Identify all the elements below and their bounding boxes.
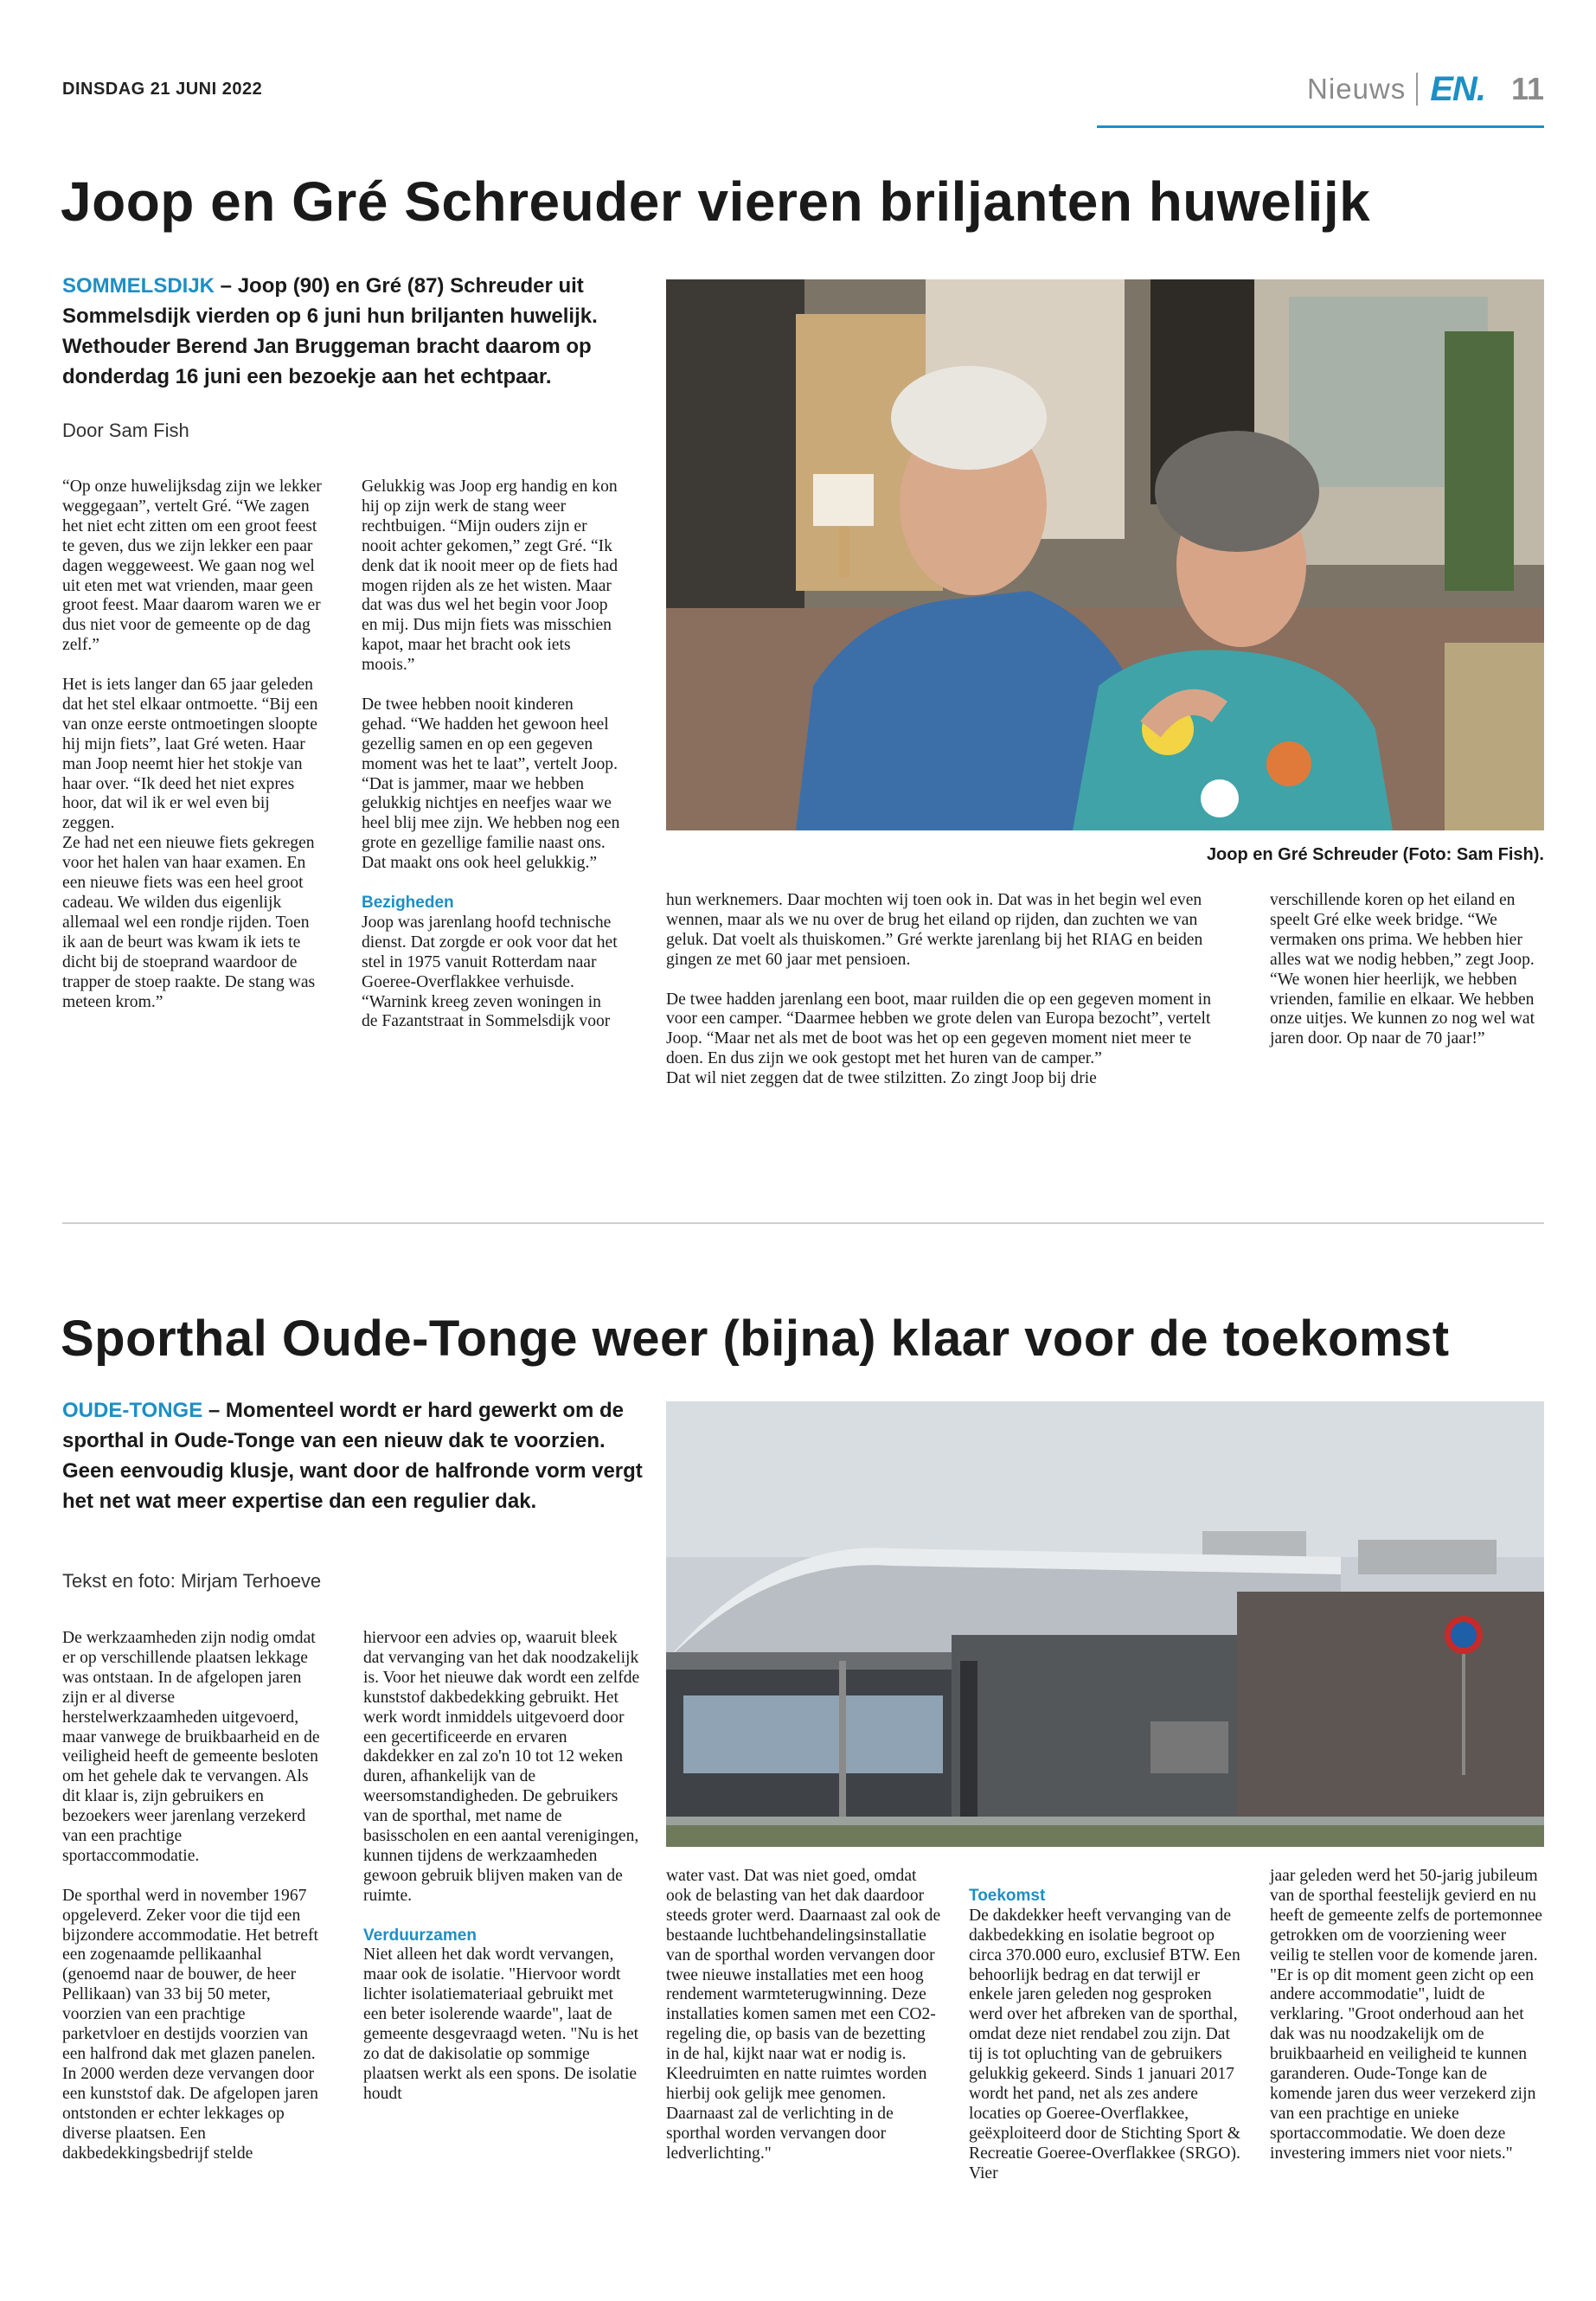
- article1-headline: Joop en Gré Schreuder vieren briljanten huwelijk: [61, 170, 1371, 233]
- header-separator: [1416, 73, 1418, 106]
- paragraph: hiervoor een advies op, waaruit bleek dat vervanging van het dak noodzakelijk is. Voor het nieuwe dak wordt een zelfde kunststof dakbedekking gebruikt. Het werk wordt inmiddels uitgevoerd door een gecertificeerde en ervaren dakdekker en zal zo'n 10 tot 12 weken duren, afhankelijk van de weersomstandigheden. De gebruikers van de sporthal, met name de basisscholen en een aantal verenigingen, kunnen tijdens de werkzaamheden gewoon gebruik blijven maken van de ruimte.: [363, 1629, 640, 1905]
- paragraph: Het is iets langer dan 65 jaar geleden dat het stel elkaar ontmoette. “Bij een van onze eerste ontmoetingen sloopte hij mijn fiets”, laat Gré weten. Haar man Joop neemt hier het stokje van haar over. “Ik deed het niet expres hoor, dat wil ik er wel even bij zeggen.: [62, 676, 318, 833]
- article2-photo: [666, 1401, 1544, 1847]
- article1-column-2: [362, 478, 621, 1032]
- article2-column-3: [666, 1867, 941, 2164]
- paragraph: Niet alleen het dak wordt vervangen, maar ook de isolatie. "Hiervoor wordt lichter isolatiemateriaal gebruikt met een beter isolerende waarde", laat de gemeente desgevraagd weten. "Nu is het zo dat de dakisolatie op sommige plaatsen werkt als een spons. De isolatie houdt: [363, 1945, 639, 2103]
- article2-column-4: [969, 1867, 1244, 2183]
- article2-lead-text: – Momenteel wordt er hard gewerkt om de sporthal in Oude-Tonge van een nieuw dak te voorzien. Geen eenvoudig klusje, want door de halfronde vorm vergt het net wat meer expertise dan een regulier dak.: [62, 1399, 643, 1513]
- header-rule: [1097, 125, 1544, 128]
- couple-photo-illustration: [666, 279, 1544, 830]
- paragraph: hun werknemers. Daar mochten wij toen ook in. Dat was in het begin wel even wennen, maar als we nu over de brug het eiland op rijden, dan zuchten we van geluk. Dat voelt als thuiskomen.” Gré werkte jarenlang bij het RIAG en beiden gingen ze met 60 jaar met pensioen.: [666, 891, 1203, 969]
- article2-column-2: [363, 1629, 640, 2105]
- paragraph: verschillende koren op het eiland en speelt Gré elke week bridge. “We vermaken ons prima. We hebben hier alles wat we nodig hebben,” zegt Joop. “We wonen hier heerlijk, we hebben vrienden, familie en elkaar. We hebben onze uitjes. We kunnen zo nog wel wat jaren door. Op naar de 70 jaar!”: [1270, 891, 1535, 1048]
- page-header: [1307, 66, 1544, 112]
- paragraph: jaar geleden werd het 50-jarig jubileum van de sporthal feestelijk gevierd en nu heeft de gemeente zelfs de portemonnee getrokken om de voorziening weer veilig te stellen voor de komende jaren. "Er is op dit moment geen zicht op een andere accommodatie", luidt de verklaring. "Groot onderhoud aan het dak was nu noodzakelijk om de bruikbaarheid en veiligheid te kunnen garanderen. Oude-Tonge kan de komende jaren dus weer verzekerd zijn van een prachtige en unieke sportaccommodatie. We doen deze investering immers niet voor niets.": [1270, 1867, 1542, 2163]
- article1-caption: Joop en Gré Schreuder (Foto: Sam Fish).: [1206, 845, 1544, 864]
- paragraph: De twee hadden jarenlang een boot, maar ruilden die op een gegeven moment in voor een camper. “Daarmee hebben we grote delen van Europa bezocht”, vertelt Joop. “Maar net als met de boot was het op een gegeven moment niet meer te doen. En dus zijn we ook gestopt met het huren van de camper.”: [666, 990, 1212, 1068]
- article2-lead: [62, 1395, 651, 1516]
- paragraph: Dat wil niet zeggen dat de twee stilzitten. Zo zingt Joop bij drie: [666, 1069, 1097, 1088]
- paragraph: Joop was jarenlang hoofd technische dienst. Dat zorgde er ook voor dat het stel in 1975 vanuit Rotterdam naar Goeree-Overflakkee verhuisde. “Warnink kreeg zeven woningen in de Fazantstraat in Sommelsdijk voor: [362, 913, 618, 1031]
- article1-byline: Door Sam Fish: [62, 420, 189, 441]
- article1-photo: [666, 279, 1544, 830]
- paragraph: Gelukkig was Joop erg handig en kon hij op zijn werk de stang weer rechtbuigen. “Mijn ouders zijn er nooit achter gekomen,” zegt Gré. “Ik denk dat ik nooit meer op de fiets had mogen rijden als ze het wisten. Maar dat was dus wel het begin voor Joop en mij. Dus mijn fiets was misschien kapot, maar het bracht ook iets moois.”: [362, 478, 619, 675]
- paragraph: De dakdekker heeft vervanging van de dakbedekking en isolatie begroot op circa 370.000 euro, exclusief BTW. Een behoorlijk bedrag en dat terwijl er enkele jaren geleden nog gesproken werd over het afbreken van de sporthal, omdat deze niet rendabel zou zijn. Dat tij is tot opluchting van de gebruikers gelukkig gekeerd. Sinds 1 januari 2017 wordt het pand, net als zes andere locaties op Goeree-Overflakkee, geëxploiteerd door de Stichting Sport & Recreatie Goeree-Overflakkee (SRGO). Vier: [969, 1906, 1240, 2182]
- paragraph: De sporthal werd in november 1967 opgeleverd. Zeker voor die tijd een bijzondere accommodatie. Het betreft een zogenaamde pellikaanhal (genoemd naar de bouwer, de heer Pellikaan) van 33 bij 50 meter, voorzien van een prachtige parketvloer en destijds voorzien van een halfrond dak met glazen panelen. In 2000 werden deze vervangen door een kunststof dak. De afgelopen jaren ontstonden er echter lekkages op diverse plaatsen. Een dakbedekkingsbedrijf stelde: [62, 1886, 318, 2163]
- paragraph: Ze had net een nieuwe fiets gekregen voor het halen van haar examen. En een nieuwe fiets was een heel groot cadeau. We wilden dus eigenlijk allemaal wel een rondje rijden. Toen ik aan de beurt was kwam ik iets te dicht bij de stoeprand waardoor de trapper de stoep raakte. De stang was meteen krom.”: [62, 834, 316, 1011]
- article1-column-4: [1270, 891, 1545, 1049]
- article2-byline: Tekst en foto: Mirjam Terhoeve: [62, 1570, 322, 1592]
- article2-headline: Sporthal Oude-Tonge weer (bijna) klaar voor de toekomst: [61, 1311, 1450, 1367]
- section-label: Nieuws: [1307, 73, 1407, 105]
- paragraph: De twee hebben nooit kinderen gehad. “We hadden het gewoon heel gezellig samen en op een gegeven moment was het te laat”, vertelt Joop. “Dat is jammer, maar we hebben gelukkig nichtjes en neefjes waar we heel blij mee zijn. We hebben nog een grote en gezellige familie naast ons. Dat maakt ons ook heel gelukkig.”: [362, 695, 620, 873]
- article1-subhead: Bezigheden: [362, 894, 454, 912]
- article2-place: OUDE-TONGE: [62, 1399, 203, 1422]
- article1-lead-text: – Joop (90) en Gré (87) Schreuder uit Sommelsdijk vierden op 6 juni hun briljanten huwelijk. Wethouder Berend Jan Bruggeman bracht daarom op donderdag 16 juni een bezoekje aan het echtpaar.: [62, 274, 598, 388]
- paragraph: “Op onze huwelijksdag zijn we lekker weggegaan”, vertelt Gré. “We zagen het niet echt zitten om een groot feest te geven, dus we zijn lekker een paar dagen weggeweest. We gaan nog wel uit eten met wat vrienden, maar geen groot feest. Maar daarom waren we er dus niet voor de gemeente op de dag zelf.”: [62, 478, 322, 655]
- article1-place: SOMMELSDIJK: [62, 274, 215, 298]
- page-number: 11: [1510, 71, 1544, 106]
- article1-column-3: [666, 891, 1220, 1089]
- newspaper-logo: EN.: [1430, 69, 1485, 108]
- article2-subhead-toekomst: Toekomst: [969, 1886, 1046, 1905]
- paragraph: De werkzaamheden zijn nodig omdat er op verschillende plaatsen lekkage was ontstaan. In de afgelopen jaren zijn er al diverse herstelwerkzaamheden uitgevoerd, maar vanwege de bruikbaarheid en de veiligheid heeft de gemeente besloten om het gehele dak te vervangen. Als dit klaar is, zijn gebruikers en bezoekers weer jarenlang verzekerd van een prachtige sportaccommodatie.: [62, 1629, 320, 1865]
- article2-column-1: [62, 1629, 322, 2163]
- article2-column-5: [1270, 1867, 1545, 2164]
- article1-lead: [62, 271, 633, 392]
- sporthal-photo-illustration: [666, 1401, 1544, 1847]
- article2-subhead-verduurzamen: Verduurzamen: [363, 1926, 477, 1945]
- article1-column-1: [62, 478, 322, 1012]
- issue-date: DINSDAG 21 JUNI 2022: [62, 80, 263, 99]
- article-divider: [62, 1222, 1544, 1224]
- paragraph: water vast. Dat was niet goed, omdat ook de belasting van het dak daardoor steeds groter werd. Daarnaast zal ook de bestaande luchtbehandelingsinstallatie van de sporthal worden vervangen door twee nieuwe installaties met een hoog rendement warmteterugwinning. Deze installaties komen samen met een CO2-regeling die, op basis van de bezetting in de hal, kijkt naar wat er nodig is. Kleedruimten en natte ruimtes worden hierbij ook gelijk mee genomen. Daarnaast zal de verlichting in de sporthal worden vervangen door ledverlichting.": [666, 1867, 941, 2163]
